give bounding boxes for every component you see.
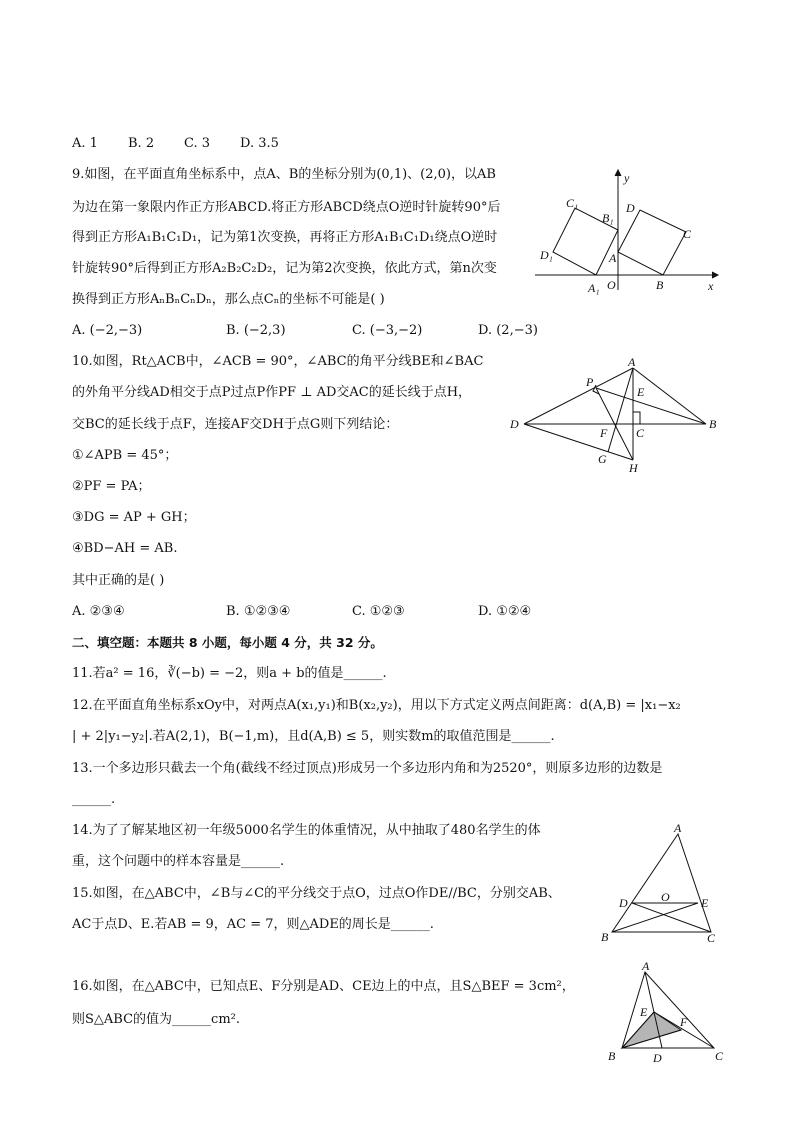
label-e: E	[637, 385, 645, 399]
q10-line: 10.如图，Rt△ACB中，∠ACB = 90°，∠ABC的角平分线BE和∠BAC	[72, 354, 484, 369]
q10-option-c: C. ①②③	[352, 604, 405, 619]
q16-figure	[600, 958, 730, 1068]
label-h: H	[629, 461, 638, 475]
q10-line: ③DG = AP + GH；	[72, 510, 196, 525]
q13-line: 13.一个多边形只截去一个角(截线不经过顶点)形成另一个多边形内角和为2520°，则原多边形的边数是	[72, 761, 663, 776]
q8-option-b: B. 2	[128, 136, 155, 151]
q8-option-c: C. 3	[184, 136, 211, 151]
label-a: A	[642, 959, 650, 973]
q16-line: 则S△ABC的值为______cm².	[72, 1012, 240, 1027]
q10-line: ④BD−AH = AB.	[72, 541, 178, 556]
q9-option-c: C. (−3,−2)	[352, 323, 423, 338]
q10-option-b: B. ①②③④	[226, 604, 291, 619]
q8-option-a: A. 1	[72, 136, 98, 151]
q9-line: 9.如图，在平面直角坐标系中，点A、B的坐标分别为(0,1)、(2,0)，以AB	[72, 167, 496, 182]
q13-line: ______.	[72, 792, 116, 807]
q9-line: 得到正方形A₁B₁C₁D₁，记为第1次变换，再将正方形A₁B₁C₁D₁绕点O逆时	[72, 230, 498, 245]
label-c: C	[683, 227, 692, 241]
q10-line: 其中正确的是( )	[72, 573, 165, 588]
label-g: G	[598, 452, 607, 466]
label-d: D	[626, 201, 635, 215]
section-title: 二、填空题：本题共 8 小题，每小题 4 分，共 32 分。	[72, 635, 383, 650]
q16-line: 16.如图，在△ABC中，已知点E、F分别是AD、CE边上的中点，且S△BEF = 3cm²，	[72, 979, 575, 994]
label-p: P	[586, 375, 594, 389]
label-a1: A₁	[588, 281, 600, 295]
q12-line: 12.在平面直角坐标系xOy中，对两点A(x₁,y₁)和B(x₂,y₂)，用以下方式定义两点间距离：d(A,B) = |x₁−x₂	[72, 698, 681, 713]
label-d: D	[619, 896, 628, 910]
label-d1: D₁	[540, 248, 553, 262]
label-o: O	[661, 890, 670, 904]
label-f: F	[600, 426, 608, 440]
q9-option-d: D. (2,−3)	[478, 323, 538, 338]
label-d: D	[510, 417, 519, 431]
q10-line: ①∠APB = 45°；	[72, 448, 178, 463]
label-e: E	[640, 1005, 648, 1019]
label-f: F	[680, 1015, 688, 1029]
label-c1: C₁	[566, 196, 579, 210]
q10-line: 交BC的延长线于点F，连接AF交DH于点G则下列结论：	[72, 417, 399, 432]
label-a: A	[674, 821, 682, 835]
q14-line: 重，这个问题中的样本容量是______.	[72, 854, 285, 869]
label-x: x	[708, 279, 714, 293]
q10-line: 的外角平分线AD相交于点P过点P作PF ⊥ AD交AC的延长线于点H，	[72, 385, 472, 400]
label-e: E	[701, 896, 709, 910]
q9-line: 换得到正方形AₙBₙCₙDₙ，那么点Cₙ的坐标不可能是( )	[72, 292, 385, 307]
label-o: O	[607, 278, 616, 292]
q10-line: ②PF = PA；	[72, 479, 151, 494]
label-b: B	[656, 278, 664, 292]
q9-figure	[530, 165, 730, 300]
q15-figure	[598, 818, 726, 946]
q10-option-a: A. ②③④	[72, 604, 125, 619]
label-b: B	[608, 1049, 616, 1063]
label-d: D	[653, 1051, 662, 1065]
q12-line: | + 2|y₁−y₂|.若A(2,1)，B(−1,m)，且d(A,B) ≤ 5，则实数m的取值范围是______.	[72, 729, 555, 744]
label-c: C	[715, 1049, 724, 1063]
q9-option-a: A. (−2,−3)	[72, 323, 143, 338]
label-c: C	[707, 931, 716, 945]
label-y: y	[624, 171, 630, 185]
q9-line: 针旋转90°后得到正方形A₂B₂C₂D₂，记为第2次变换，依此方式，第n次变	[72, 261, 497, 276]
q10-figure	[505, 355, 730, 475]
label-b1: B₁	[602, 211, 614, 225]
q15-line: AC于点D、E.若AB = 9，AC = 7，则△ADE的周长是______.	[72, 917, 434, 932]
q9-option-b: B. (−2,3)	[226, 323, 286, 338]
q10-option-d: D. ①②④	[478, 604, 532, 619]
label-c: C	[636, 426, 645, 440]
q8-option-d: D. 3.5	[240, 136, 279, 151]
q9-line: 为边在第一象限内作正方形ABCD.将正方形ABCD绕点O逆时针旋转90°后	[72, 200, 501, 215]
label-b: B	[601, 930, 609, 944]
square-abcd	[618, 210, 686, 275]
q14-line: 14.为了了解某地区初一年级5000名学生的体重情况，从中抽取了480名学生的体	[72, 823, 541, 838]
label-a: A	[609, 251, 617, 265]
q15-line: 15.如图，在△ABC中，∠B与∠C的平分线交于点O，过点O作DE//BC，分别交AB、	[72, 886, 561, 901]
q11-line: 11.若a² = 16，∛(−b) = −2，则a + b的值是______.	[72, 666, 387, 681]
label-b: B	[709, 417, 717, 431]
label-a: A	[628, 355, 636, 369]
